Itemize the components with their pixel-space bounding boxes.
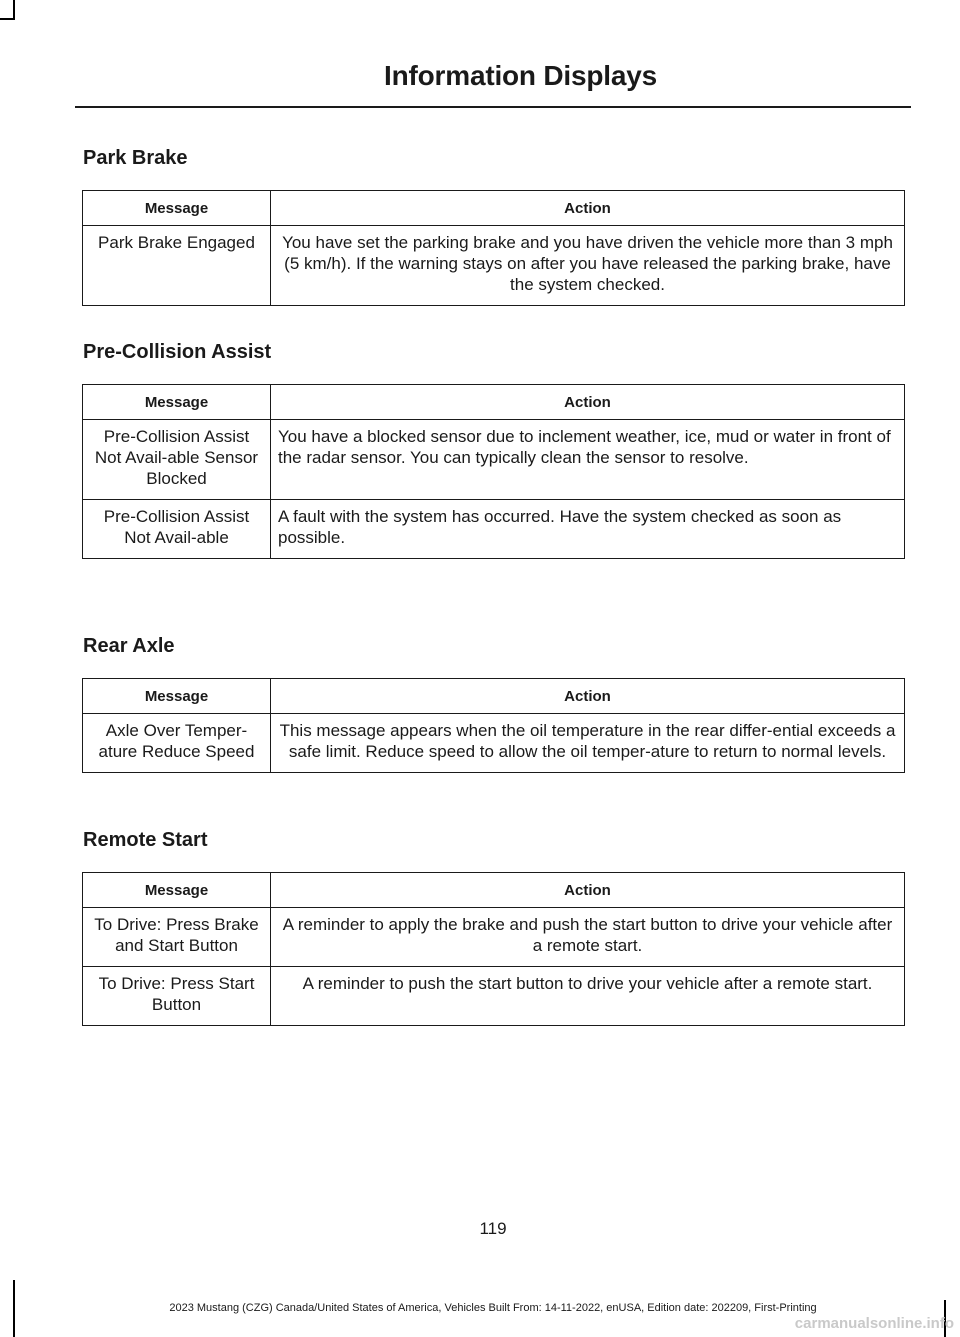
message-cell: To Drive: Press Brake and Start Button (83, 908, 271, 967)
action-cell: This message appears when the oil temperature in the rear differ-ential exceeds a safe limit. Reduce speed to allow the oil temper-ature to return to normal levels. (271, 714, 905, 773)
action-cell: You have set the parking brake and you have driven the vehicle more than 3 mph (5 km/h). If the warning stays on after you have released the parking brake, have the system checked. (271, 226, 905, 306)
action-cell: A fault with the system has occurred. Have the system checked as soon as possible. (271, 500, 905, 559)
section-heading-pre-collision-assist: Pre-Collision Assist (83, 341, 272, 363)
table-header-row (83, 679, 905, 714)
column-header-action: Action (271, 191, 905, 226)
column-header-message: Message (83, 191, 271, 226)
column-header-action: Action (271, 873, 905, 908)
table-header-row (83, 873, 905, 908)
column-header-action: Action (271, 385, 905, 420)
crop-mark-top-left (13, 0, 15, 20)
message-cell: Pre-Collision Assist Not Avail-able Sensor Blocked (83, 420, 271, 500)
page-title: Information Displays (384, 60, 657, 91)
table-row (83, 500, 905, 559)
section-heading-remote-start: Remote Start (83, 829, 208, 851)
message-cell: To Drive: Press Start Button (83, 967, 271, 1026)
column-header-action: Action (271, 679, 905, 714)
remote-start-table (82, 872, 905, 1026)
table-row (83, 714, 905, 773)
action-cell: A reminder to push the start button to drive your vehicle after a remote start. (271, 967, 905, 1026)
page-number: 119 (479, 1219, 507, 1238)
crop-mark-top-left-horizontal (0, 18, 15, 20)
watermark: carmanualsonline.info (794, 1315, 954, 1332)
park-brake-table (82, 190, 905, 306)
action-cell: You have a blocked sensor due to inclement weather, ice, mud or water in front of the radar sensor. You can typically clean the sensor to resolve. (271, 420, 905, 500)
column-header-message: Message (83, 385, 271, 420)
rear-axle-table (82, 678, 905, 773)
table-row (83, 967, 905, 1026)
section-heading-rear-axle: Rear Axle (83, 635, 175, 657)
table-row (83, 420, 905, 500)
message-cell: Pre-Collision Assist Not Avail-able (83, 500, 271, 559)
column-header-message: Message (83, 873, 271, 908)
table-header-row (83, 385, 905, 420)
message-cell: Axle Over Temper-ature Reduce Speed (83, 714, 271, 773)
section-heading-park-brake: Park Brake (83, 147, 188, 169)
pre-collision-assist-table (82, 384, 905, 559)
table-row (83, 226, 905, 306)
table-row (83, 908, 905, 967)
header-divider (75, 106, 911, 108)
edition-footer: 2023 Mustang (CZG) Canada/United States of America, Vehicles Built From: 14-11-2022, enUSA, Edition date: 202209, First-Printing (169, 1302, 817, 1314)
table-header-row (83, 191, 905, 226)
column-header-message: Message (83, 679, 271, 714)
action-cell: A reminder to apply the brake and push the start button to drive your vehicle after a remote start. (271, 908, 905, 967)
message-cell: Park Brake Engaged (83, 226, 271, 306)
